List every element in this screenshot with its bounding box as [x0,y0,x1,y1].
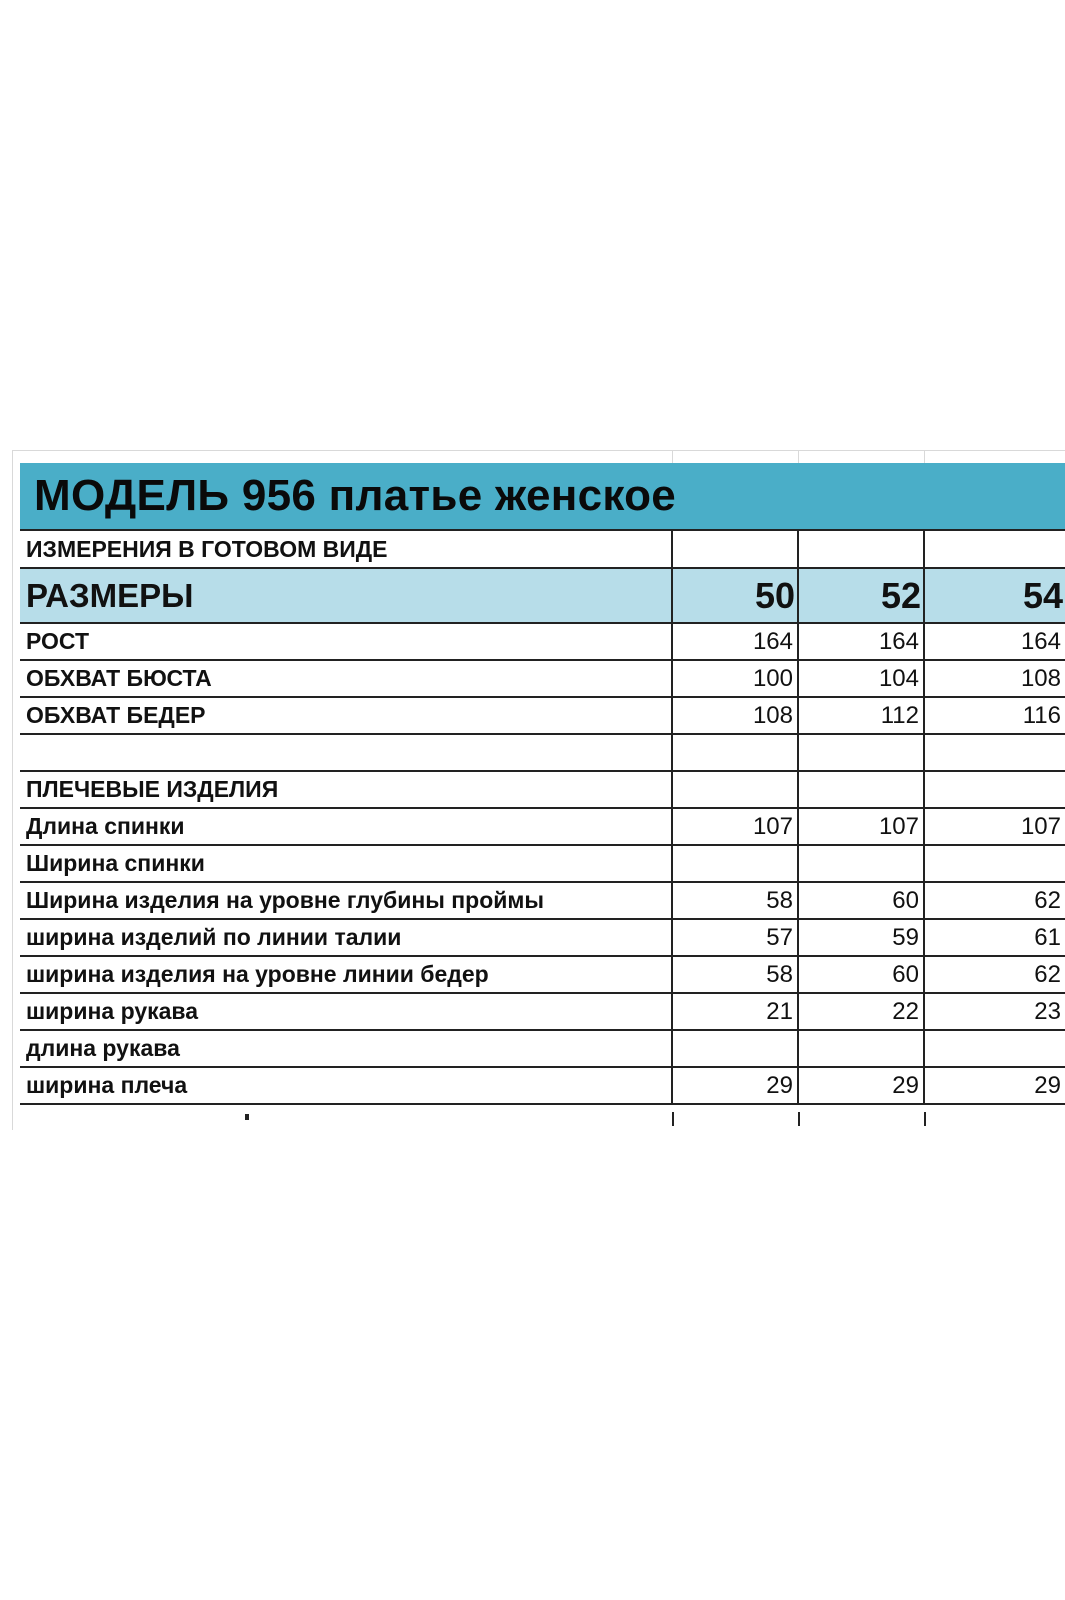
title-bar [20,463,1065,531]
sheet-gridline-left [12,450,13,1130]
value-cell: 108 [672,697,798,734]
table-row [20,993,1065,1030]
value-cell: 57 [672,919,798,956]
size-header-cell: 52 [798,568,924,623]
row-label: ширина плеча [20,1067,672,1104]
value-cell: 22 [798,993,924,1030]
value-cell: 29 [798,1067,924,1104]
value-cell: 29 [924,1067,1065,1104]
sheet-gridline-col2 [798,450,799,463]
row-label: ширина изделия на уровне линии бедер [20,956,672,993]
value-cell [672,734,798,771]
value-cell: 23 [924,993,1065,1030]
table-row [20,734,1065,771]
value-cell: 104 [798,660,924,697]
table-row [20,623,1065,660]
row-label: ПЛЕЧЕВЫЕ ИЗДЕЛИЯ [20,771,672,808]
table-row [20,808,1065,845]
page-title: МОДЕЛЬ 956 платье женское [34,471,677,520]
table-row [20,771,1065,808]
value-cell [924,531,1065,568]
value-cell [798,1030,924,1067]
size-chart-sheet [12,450,1065,1150]
cut-off-line [924,1112,926,1126]
value-cell [798,845,924,882]
value-cell [924,845,1065,882]
value-cell: 58 [672,882,798,919]
sheet-gridline-col3 [924,450,925,463]
row-label: ширина изделий по линии талии [20,919,672,956]
value-cell: 107 [798,808,924,845]
value-cell: 112 [798,697,924,734]
row-label: РАЗМЕРЫ [20,568,672,623]
table-row [20,660,1065,697]
value-cell [798,771,924,808]
table-row [20,1067,1065,1104]
value-cell [798,734,924,771]
value-cell [924,734,1065,771]
value-cell [924,1030,1065,1067]
value-cell [672,845,798,882]
value-cell: 61 [924,919,1065,956]
value-cell: 58 [672,956,798,993]
cut-off-line [798,1112,800,1126]
value-cell [672,1030,798,1067]
row-label: ширина рукава [20,993,672,1030]
table-row [20,919,1065,956]
row-label [20,734,672,771]
table-row [20,956,1065,993]
table-row [20,697,1065,734]
value-cell [672,771,798,808]
value-cell: 60 [798,882,924,919]
value-cell: 164 [672,623,798,660]
sheet-gridline-top [12,450,1065,451]
value-cell: 164 [798,623,924,660]
value-cell: 62 [924,956,1065,993]
row-label: ОБХВАТ БЮСТА [20,660,672,697]
value-cell: 116 [924,697,1065,734]
value-cell [798,531,924,568]
row-label: ОБХВАТ БЕДЕР [20,697,672,734]
row-label: длина рукава [20,1030,672,1067]
value-cell: 21 [672,993,798,1030]
size-header-cell: 54 [924,568,1065,623]
table-row [20,1030,1065,1067]
value-cell: 59 [798,919,924,956]
value-cell: 29 [672,1067,798,1104]
cut-off-row [20,1112,1065,1126]
row-label: ИЗМЕРЕНИЯ В ГОТОВОМ ВИДЕ [20,531,672,568]
value-cell [924,771,1065,808]
sizes-header-row [20,568,1065,623]
value-cell: 62 [924,882,1065,919]
row-label: Ширина спинки [20,845,672,882]
value-cell: 60 [798,956,924,993]
value-cell: 107 [672,808,798,845]
value-cell: 107 [924,808,1065,845]
value-cell: 164 [924,623,1065,660]
row-label: РОСТ [20,623,672,660]
value-cell: 100 [672,660,798,697]
sheet-gridline-col1 [672,450,673,463]
table-row [20,882,1065,919]
cut-off-line [672,1112,674,1126]
table-row [20,845,1065,882]
table-row [20,531,1065,568]
value-cell [672,531,798,568]
row-label: Длина спинки [20,808,672,845]
row-label: Ширина изделия на уровне глубины проймы [20,882,672,919]
size-header-cell: 50 [672,568,798,623]
measurements-table [20,531,1065,1105]
value-cell: 108 [924,660,1065,697]
cut-off-glyph [245,1114,249,1120]
